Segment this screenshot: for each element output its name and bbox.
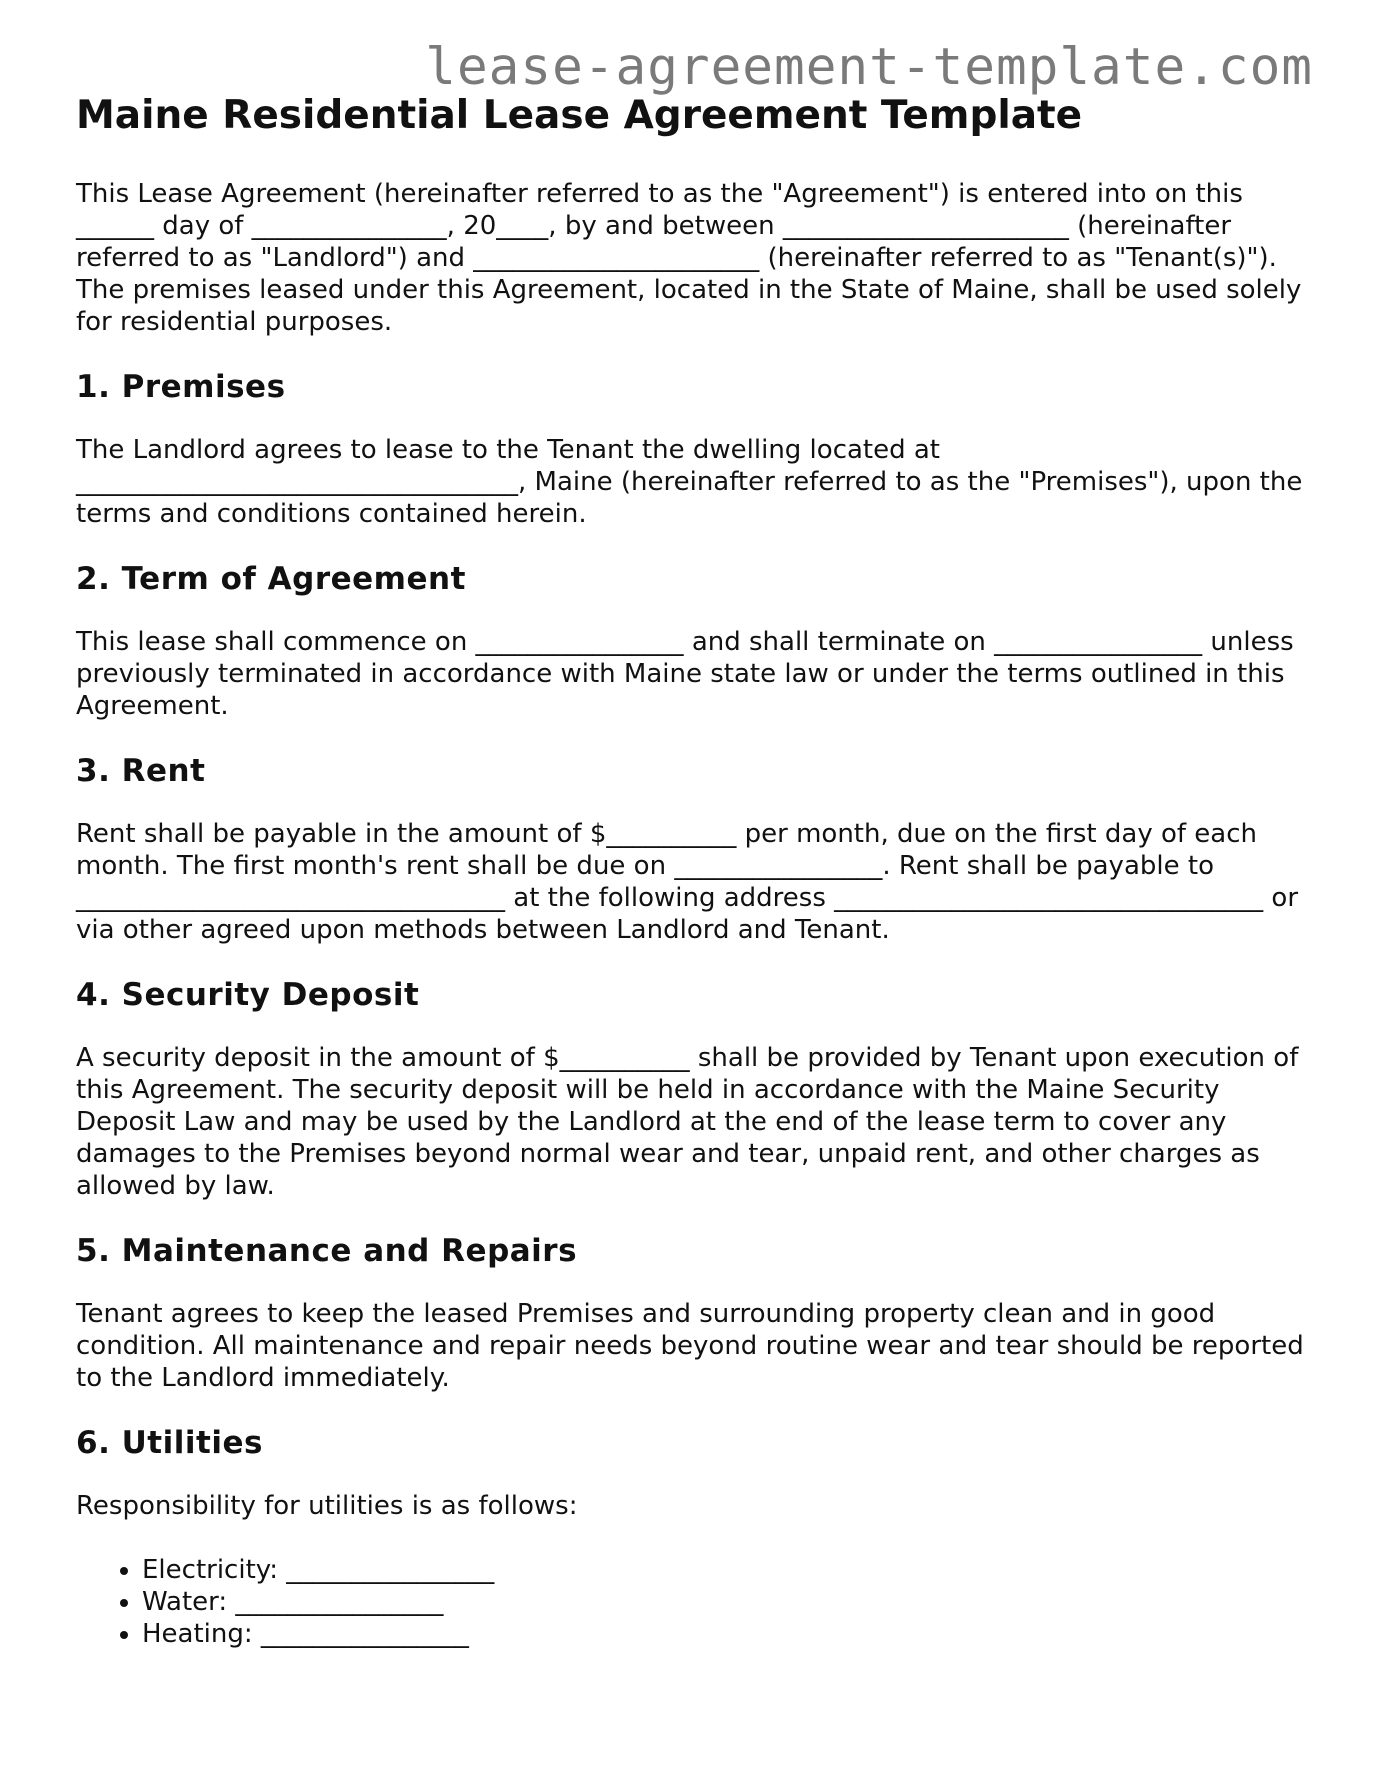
section-heading-security-deposit: 4. Security Deposit: [76, 977, 420, 1013]
intro-paragraph: This Lease Agreement (hereinafter referred to as the "Agreement") is entered into on this ______ day of _______________, 20____, by and between ______________________ (hereinafter referred to as "Landlord") and ______________________ (hereinafter referred to as "Tenant(s)"). The premises leased under this Agreement, located in the State of Maine, shall be used solely for residential purposes.: [76, 179, 1302, 337]
section-body-utilities: Responsibility for utilities is as follows:: [76, 1491, 578, 1521]
document-content: [76, 88, 1316, 1650]
section-body-rent: Rent shall be payable in the amount of $__________ per month, due on the first day of each month. The first month's rent shall be due on ________________. Rent shall be payable to _________________________________ at the following address _________________________________ or via other agreed upon methods between Landlord and Tenant.: [76, 819, 1299, 945]
utility-item-electricity: • Electricity: ________________: [142, 1554, 1316, 1586]
section-body-maintenance: Tenant agrees to keep the leased Premises and surrounding property clean and in good condition. All maintenance and repair needs beyond routine wear and tear should be reported to the Landlord immediately.: [76, 1299, 1304, 1393]
section-body-security-deposit: A security deposit in the amount of $__________ shall be provided by Tenant upon execution of this Agreement. The security deposit will be held in accordance with the Maine Security Deposit Law and may be used by the Landlord at the end of the lease term to cover any damages to the Premises beyond normal wear and tear, unpaid rent, and other charges as allowed by law.: [76, 1043, 1299, 1201]
document-title: Maine Residential Lease Agreement Template: [76, 93, 1083, 138]
section-heading-term: 2. Term of Agreement: [76, 561, 466, 597]
section-body-term: This lease shall commence on ________________ and shall terminate on ________________ unless previously terminated in accordance with Maine state law or under the terms outlined in this Agreement.: [76, 627, 1294, 721]
utility-item-water: • Water: ________________: [142, 1586, 1316, 1618]
section-heading-utilities: 6. Utilities: [76, 1425, 263, 1461]
utility-item-heating: • Heating: ________________: [142, 1618, 1316, 1650]
utilities-list: [76, 1554, 1316, 1650]
section-heading-rent: 3. Rent: [76, 753, 206, 789]
section-body-premises: The Landlord agrees to lease to the Tenant the dwelling located at __________________________________, Maine (hereinafter referred to as the "Premises"), upon the terms and conditions contained herein.: [76, 435, 1303, 529]
section-heading-maintenance: 5. Maintenance and Repairs: [76, 1233, 578, 1269]
section-heading-premises: 1. Premises: [76, 369, 286, 405]
watermark: lease-agreement-template.com: [425, 38, 1313, 97]
